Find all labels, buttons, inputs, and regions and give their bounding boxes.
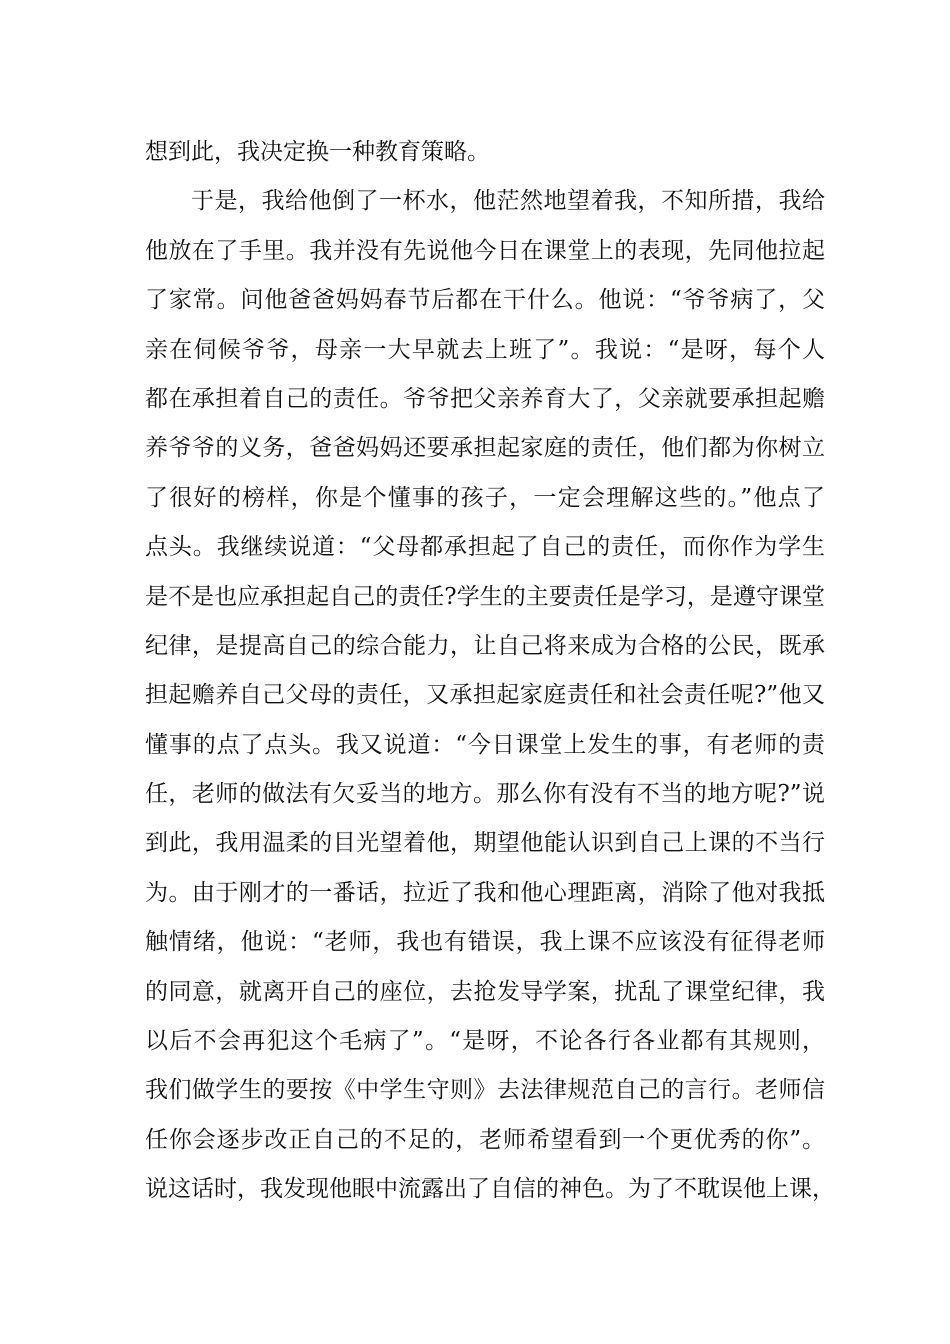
text-line: 想到此，我决定换一种教育策略。 [145,139,490,165]
text-line: 他放在了手里。我并没有先说他今日在课堂上的表现，先同他拉起 [145,237,825,264]
text-line: 养爷爷的义务，爸爸妈妈还要承担起家庭的责任，他们都为你树立 [145,435,825,462]
text-line: 懂事的点了点头。我又说道：“今日课堂上发生的事，有老师的责 [145,731,825,758]
body-text [145,128,835,1215]
text-line: 亲在伺候爷爷，母亲一大早就去上班了”。我说：“是呀，每个人 [145,336,825,363]
text-line: 以后不会再犯这个毛病了”。“是呀，不论各行各业都有其规则， [145,1028,825,1055]
text-line: 任，老师的做法有欠妥当的地方。那么你有没有不当的地方呢?”说 [145,781,825,808]
text-line: 都在承担着自己的责任。爷爷把父亲养育大了，父亲就要承担起赡 [145,385,825,412]
text-line: 到此，我用温柔的目光望着他，期望他能认识到自己上课的不当行 [145,830,825,857]
text-line: 任你会逐步改正自己的不足的，老师希望看到一个更优秀的你”。 [145,1126,825,1153]
text-line: 于是，我给他倒了一杯水，他茫然地望着我，不知所措，我给 [191,188,825,215]
text-line: 纪律，是提高自己的综合能力，让自己将来成为合格的公民，既承 [145,632,825,659]
text-line: 担起赡养自己父母的责任，又承担起家庭责任和社会责任呢?”他又 [145,682,825,709]
text-line: 触情绪，他说：“老师，我也有错误，我上课不应该没有征得老师 [145,929,825,956]
text-line: 说这话时，我发现他眼中流露出了自信的神色。为了不耽误他上课， [145,1176,835,1203]
text-line: 了很好的榜样，你是个懂事的孩子，一定会理解这些的。”他点了 [145,484,825,511]
text-line: 了家常。问他爸爸妈妈春节后都在干什么。他说：“爷爷病了，父 [145,287,825,314]
text-line: 我们做学生的要按《中学生守则》去法律规范自己的言行。老师信 [145,1077,825,1104]
text-line: 的同意，就离开自己的座位，去抢发导学案，扰乱了课堂纪律，我 [145,978,825,1005]
text-line: 是不是也应承担起自己的责任?学生的主要责任是学习，是遵守课堂 [145,583,825,610]
text-line: 为。由于刚才的一番话，拉近了我和他心理距离，消除了他对我抵 [145,879,825,906]
text-line: 点头。我继续说道：“父母都承担起了自己的责任，而你作为学生 [145,534,825,561]
